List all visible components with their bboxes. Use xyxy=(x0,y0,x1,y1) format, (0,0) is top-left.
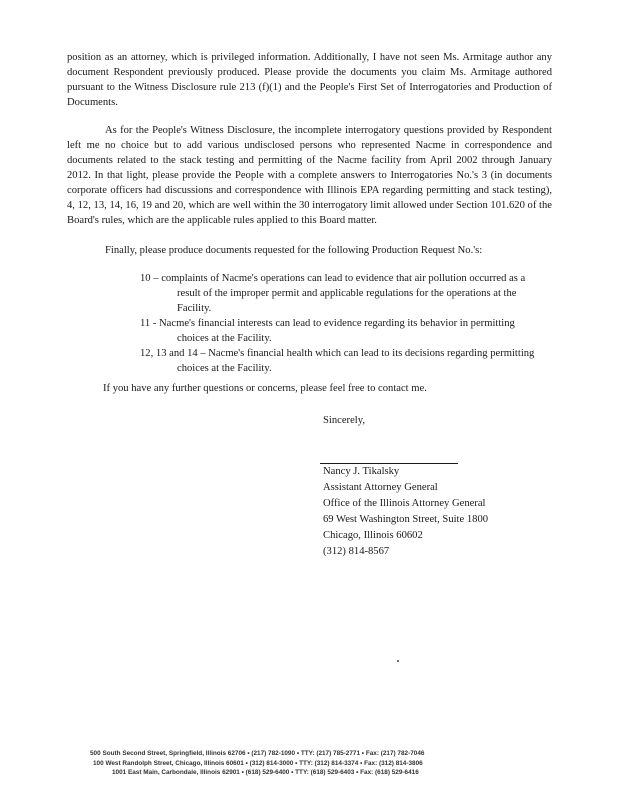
salutation: Sincerely, xyxy=(323,415,365,426)
signer-name: Nancy J. Tikalsky xyxy=(323,466,400,477)
list-item: 12, 13 and 14 – Nacme's financial health which can lead to its decisions regarding permitting choices at the Facility. xyxy=(140,348,535,374)
production-request-list xyxy=(140,271,540,376)
signer-title: Assistant Attorney General xyxy=(323,482,438,493)
paragraph-witness-disclosure-rule: position as an attorney, which is privileged information. Additionally, I have not seen Ms. Armitage author any document Respondent previously produced. Please provide the documents you claim Ms. Armitage authored pursuant to the Witness Disclosure rule 213 (f)(1) and the People's First Set of Interrogatories and Production of Documents. xyxy=(67,52,552,108)
letterhead-footer xyxy=(0,749,618,778)
footer-springfield-address: 500 South Second Street, Springfield, Illinois 62706 • (217) 782-1090 • TTY: (217) 785-2771 • Fax: (217) 782-7046 xyxy=(90,750,425,757)
footer-chicago-address: 100 West Randolph Street, Chicago, Illinois 60601 • (312) 814-3000 • TTY: (312) 814-3374 • Fax: (312) 814-3806 xyxy=(93,759,423,767)
scan-speck xyxy=(397,660,399,662)
paragraph-peoples-witness-disclosure: As for the People's Witness Disclosure, the incomplete interrogatory questions provided by Respondent left me no choice but to add various undisclosed persons who represented Nacme in correspondence and documents related to the stack testing and permitting of the Nacme facility from April 2002 through January 2012. In that light, please provide the People with a complete answers to Interrogatories No.'s 3 (in documents corporate officers had discussions and correspondence with Illinois EPA regarding permitting and stack testing), 4, 12, 13, 14, 16, 19 and 20, which are well within the 30 interrogatory limit allowed under Section 101.620 of the Board's rules, which are the applicable rules applied to this Board matter. xyxy=(67,125,552,226)
office-phone: (312) 814-8567 xyxy=(323,546,390,557)
list-item: 11 - Nacme's financial interests can lead to evidence regarding its behavior in permitting choices at the Facility. xyxy=(140,318,515,344)
closing-sentence: If you have any further questions or concerns, please feel free to contact me. xyxy=(103,383,427,394)
list-item: 10 – complaints of Nacme's operations can lead to evidence that air pollution occurred as a result of the improper permit and applicable regulations for the operations at the Facility. xyxy=(140,273,526,314)
signer-office: Office of the Illinois Attorney General xyxy=(323,498,486,509)
paragraph-production-request-intro: Finally, please produce documents requested for the following Production Request No.'s: xyxy=(105,245,483,256)
signature-block xyxy=(323,464,488,560)
footer-carbondale-address: 1001 East Main, Carbondale, Illinois 62901 • (618) 529-6400 • TTY: (618) 529-6403 • Fax: (618) 529-6416 xyxy=(112,769,419,776)
office-city: Chicago, Illinois 60602 xyxy=(323,530,423,541)
office-street: 69 West Washington Street, Suite 1800 xyxy=(323,514,489,525)
